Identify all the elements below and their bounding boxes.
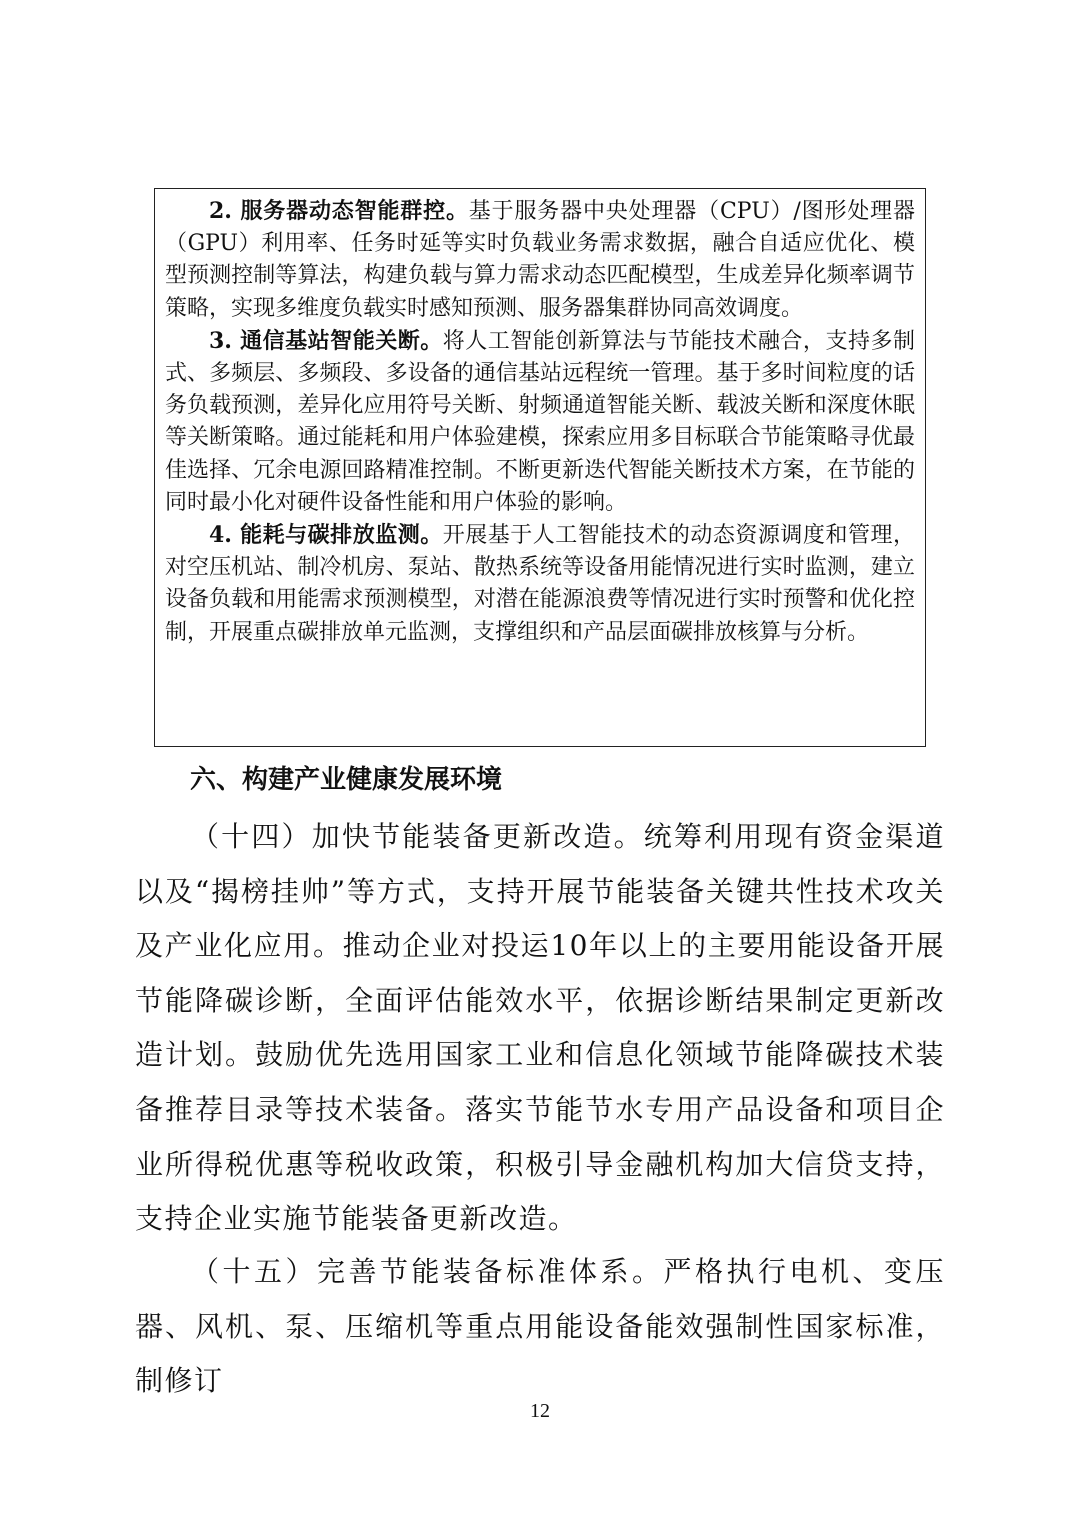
box-item-lead: 3. 通信基站智能关断。 (209, 327, 443, 354)
paragraph-fifteen: （十五）完善节能装备标准体系。严格执行电机、变压器、风机、泵、压缩机等重点用能设备能效强制性国家标准，制修订 (135, 1255, 945, 1398)
box-item-lead: 4. 能耗与碳排放监测。 (209, 522, 443, 549)
paragraph-fourteen: （十四）加快节能装备更新改造。统筹利用现有资金渠道以及“揭榜挂帅”等方式，支持开展节能装备关键共性技术攻关及产业化应用。推动企业对投运10年以上的主要用能设备开展节能降碳诊断，全面评估能效水平，依据诊断结果制定更新改造计划。鼓励优先选用国家工业和信息化领域节能降碳技术装备推荐目录等技术装备。落实节能节水专用产品设备和项目企业所得税优惠等税收政策，积极引导金融机构加大信贷支持，支持企业实施节能装备更新改造。 (135, 820, 945, 1236)
box-item-text: 将人工智能创新算法与节能技术融合，支持多制式、多频层、多频段、多设备的通信基站远程统一管理。基于多时间粒度的话务负载预测，差异化应用符号关断、射频通道智能关断、载波关断和深度休眠等关断策略。通过能耗和用户体验建模，探索应用多目标联合节能策略寻优最佳选择、冗余电源回路精准控制。不断更新迭代智能关断技术方案，在节能的同时最小化对硬件设备性能和用户体验的影响。 (165, 328, 915, 515)
page-number: 12 (530, 1400, 550, 1422)
section-heading: 六、构建产业健康发展环境 (190, 765, 503, 795)
box-item-lead: 2. 服务器动态智能群控。 (209, 198, 469, 224)
box-item (165, 519, 915, 649)
box-item (165, 195, 915, 325)
box-item-text: 开展基于人工智能技术的动态资源调度和管理，对空压机站、制冷机房、泵站、散热系统等设备用能情况进行实时监测，建立设备负载和用能需求预测模型，对潜在能源浪费等情况进行实时预警和优化控制，开展重点碳排放单元监测，支撑组织和产品层面碳排放核算与分析。 (165, 523, 915, 645)
box-item-text: 基于服务器中央处理器（CPU）/图形处理器（GPU）利用率、任务时延等实时负载业务需求数据，融合自适应优化、模型预测控制等算法，构建负载与算力需求动态匹配模型，生成差异化频率调节策略，实现多维度负载实时感知预测、服务器集群协同高效调度。 (165, 199, 915, 321)
box-item (165, 325, 915, 519)
boxed-list (154, 188, 926, 747)
